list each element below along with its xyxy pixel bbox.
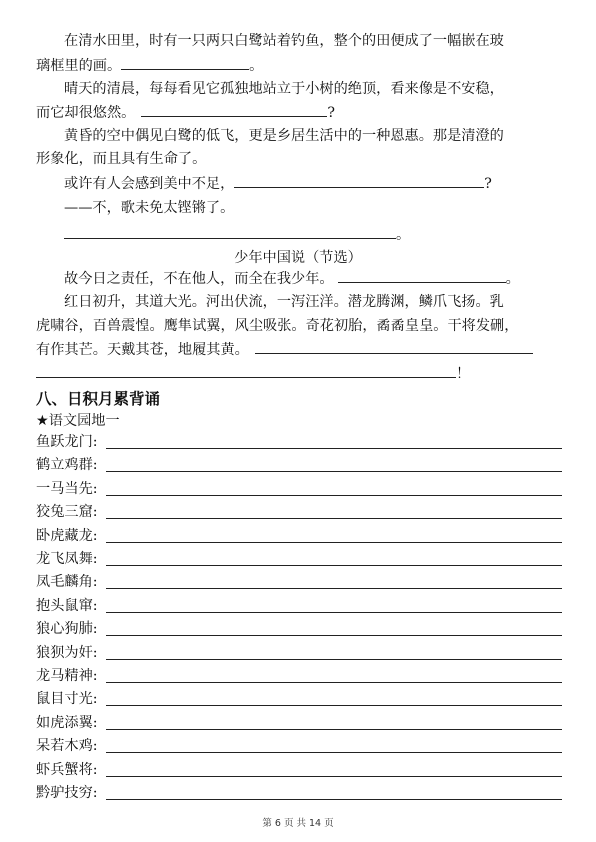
answer-line[interactable]	[106, 448, 562, 449]
idiom-label: 鹤立鸡群:	[36, 457, 98, 474]
idiom-row	[36, 432, 562, 452]
passage-line: ——不，歌未免太铿锵了。	[64, 200, 235, 216]
passage-line: ！	[36, 362, 564, 387]
idiom-row	[36, 643, 562, 663]
idiom-label: 龙马精神:	[36, 668, 98, 684]
idiom-label: 鱼跃龙门:	[36, 434, 98, 450]
idiom-row	[36, 736, 562, 756]
idiom-label: 狡兔三窟:	[36, 504, 98, 521]
idiom-label: 卧虎藏龙:	[36, 527, 98, 544]
passage-line: 红日初升，其道大光。河出伏流，一泻汪洋。潜龙腾渊，鳞爪飞扬。乳	[64, 294, 504, 310]
idiom-label: 呆若木鸡:	[36, 738, 98, 755]
idiom-label: 狼狈为奸:	[36, 644, 98, 661]
answer-line[interactable]	[106, 565, 562, 566]
idiom-label: 虾兵蟹将:	[36, 761, 98, 778]
passage-line: 或许有人会感到美中不足， ?	[36, 172, 564, 197]
fill-blank[interactable]	[141, 101, 327, 117]
passage-line: 黄昏的空中偶见白鹭的低飞，更是乡居生活中的一种恩惠。那是清澄的	[64, 128, 504, 144]
passage-line: 晴天的清晨，每每看见它孤独地站立于小树的绝顶，看来像是不安稳，	[64, 81, 504, 97]
passage-line: 有作其芒。天戴其苍，地履其黄。	[36, 338, 564, 363]
idiom-row	[36, 713, 562, 733]
passage-line: 璃框里的画。 。	[36, 54, 564, 79]
answer-line[interactable]	[106, 471, 562, 472]
idiom-row	[36, 549, 562, 569]
subheading: ★语文园地一	[36, 413, 120, 429]
idiom-row	[36, 526, 562, 546]
idiom-label: 黔驴技穷:	[36, 785, 98, 801]
idiom-row	[36, 596, 562, 616]
fill-blank[interactable]	[64, 223, 396, 239]
idiom-row	[36, 572, 562, 592]
answer-line[interactable]	[106, 612, 562, 613]
fill-blank[interactable]	[234, 172, 484, 188]
answer-line[interactable]	[106, 542, 562, 543]
idiom-label: 如虎添翼:	[36, 714, 98, 731]
answer-line[interactable]	[106, 518, 562, 519]
fill-blank[interactable]	[255, 338, 533, 354]
answer-line[interactable]	[106, 729, 562, 730]
answer-line[interactable]	[106, 752, 562, 753]
section-title: 少年中国说（节选）	[234, 250, 362, 266]
idiom-row	[36, 479, 562, 499]
answer-line[interactable]	[106, 588, 562, 589]
fill-blank[interactable]	[36, 362, 456, 378]
fill-blank[interactable]	[121, 54, 249, 70]
page-footer: 第 6 页 共 14 页	[262, 818, 334, 829]
idiom-row	[36, 502, 562, 522]
answer-line[interactable]	[106, 776, 562, 777]
section-heading: 八、日积月累背诵	[36, 390, 161, 408]
answer-line[interactable]	[106, 635, 562, 636]
idiom-row	[36, 783, 562, 803]
answer-line[interactable]	[106, 705, 562, 706]
idiom-row	[36, 619, 562, 639]
idiom-label: 抱头鼠窜:	[36, 597, 98, 614]
idiom-label: 狼心狗肺:	[36, 621, 98, 638]
answer-line[interactable]	[106, 799, 562, 800]
passage-line: 故今日之责任，不在他人，而全在我少年。 。	[36, 267, 564, 292]
idiom-row	[36, 666, 562, 686]
idiom-row	[36, 760, 562, 780]
fill-blank[interactable]	[338, 267, 506, 283]
passage-line: 。	[36, 223, 564, 248]
passage-line: 形象化，而且具有生命了。	[36, 151, 207, 167]
idiom-row	[36, 689, 562, 709]
idiom-label: 凤毛麟角:	[36, 574, 98, 591]
idiom-row	[36, 455, 562, 475]
answer-line[interactable]	[106, 495, 562, 496]
answer-line[interactable]	[106, 682, 562, 683]
idiom-label: 一马当先:	[36, 480, 98, 497]
answer-line[interactable]	[106, 659, 562, 660]
passage-line: 在清水田里，时有一只两只白鹭站着钓鱼，整个的田便成了一幅嵌在玻	[64, 33, 504, 49]
idiom-label: 龙飞凤舞:	[36, 551, 98, 567]
passage-line: 虎啸谷，百兽震惶。鹰隼试翼，风尘吸张。奇花初胎，矞矞皇皇。干将发硎，	[36, 318, 519, 334]
idiom-label: 鼠目寸光:	[36, 691, 98, 708]
passage-line: 而它却很悠然。 ?	[36, 101, 564, 126]
